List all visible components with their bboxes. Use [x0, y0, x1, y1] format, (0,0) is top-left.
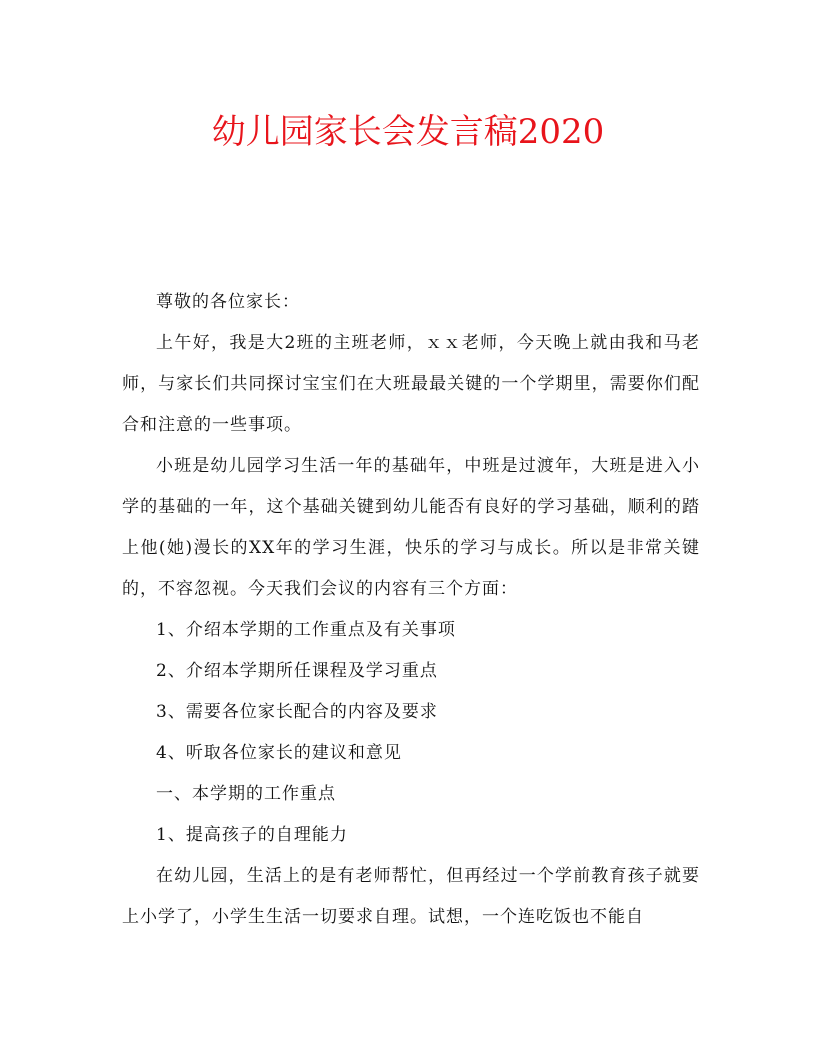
salutation-paragraph: 尊敬的各位家长： [156, 292, 300, 312]
agenda-item-1: 1、介绍本学期的工作重点及有关事项 [156, 620, 456, 640]
body-paragraph: 在幼儿园，生活上的是有老师帮忙，但再经过一个学前教育孩子就要上小学了，小学生生活一切要求自理。试想，一个连吃饭也不能自 [122, 866, 700, 927]
greeting-paragraph: 上午好，我是大2班的主班老师，ｘｘ老师，今天晚上就由我和马老师，与家长们共同探讨宝宝们在大班最最关键的一个学期里，需要你们配合和注意的一些事项。 [122, 333, 700, 435]
agenda-item-4: 4、听取各位家长的建议和意见 [156, 743, 402, 763]
agenda-item-2: 2、介绍本学期所任课程及学习重点 [156, 661, 438, 681]
intro-paragraph: 小班是幼儿园学习生活一年的基础年，中班是过渡年，大班是进入小学的基础的一年，这个基础关键到幼儿能否有良好的学习基础，顺利的踏上他(她)漫长的XX年的学习生涯，快乐的学习与成长。所以是非常关键的，不容忽视。今天我们会议的内容有三个方面： [122, 456, 700, 599]
agenda-item-3: 3、需要各位家长配合的内容及要求 [156, 702, 438, 722]
document-body [122, 282, 700, 938]
subsection-heading-1: 1、提高孩子的自理能力 [156, 825, 348, 845]
document-title: 幼儿园家长会发言稿2020 [211, 112, 605, 152]
section-heading-1: 一、本学期的工作重点 [156, 784, 336, 804]
